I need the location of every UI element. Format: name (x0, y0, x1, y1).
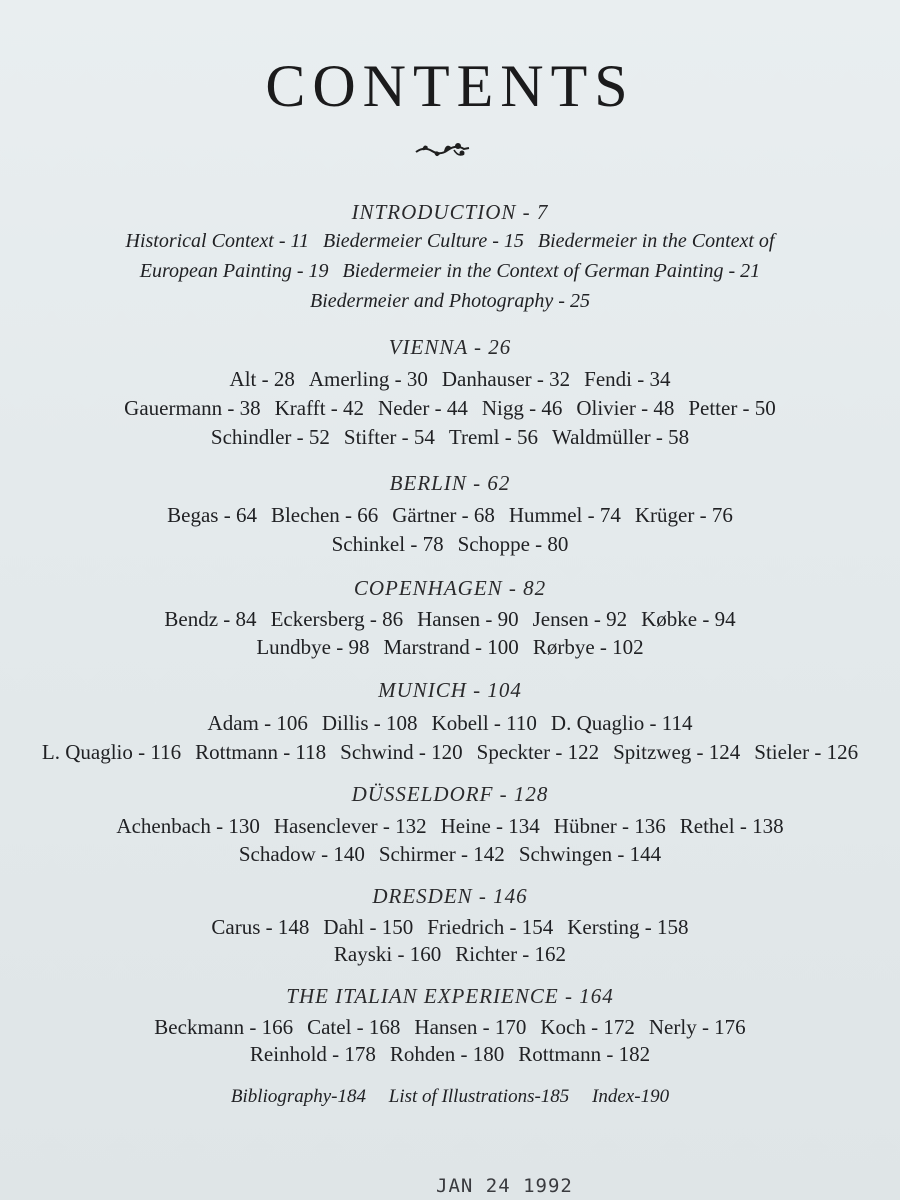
contents-entry: Schoppe - 80 (457, 532, 569, 556)
floral-ornament-icon (414, 138, 472, 164)
contents-entry: Beckmann - 166 (154, 1015, 294, 1039)
contents-entry: Adam - 106 (207, 711, 308, 735)
contents-entry: Danhauser - 32 (441, 367, 571, 391)
contents-line (0, 842, 900, 867)
contents-entry: Carus - 148 (211, 915, 310, 939)
contents-entry: Kersting - 158 (567, 915, 689, 939)
contents-line (0, 915, 900, 940)
date-stamp: JAN 24 1992 (436, 1175, 573, 1197)
contents-entry: Hasenclever - 132 (273, 814, 427, 838)
contents-line (0, 942, 900, 967)
contents-entry: Hummel - 74 (508, 503, 621, 527)
contents-entry: Rørbye - 102 (532, 635, 644, 659)
contents-entry: Schadow - 140 (238, 842, 365, 866)
section-heading: INTRODUCTION - 7 (351, 200, 549, 224)
contents-line (0, 1015, 900, 1040)
contents-entry: Rottmann - 118 (195, 740, 327, 764)
contents-entry: Købke - 94 (641, 607, 736, 631)
contents-entry: Historical Context - 11 (125, 230, 309, 252)
contents-entry: Jensen - 92 (532, 607, 628, 631)
contents-entry: Schindler - 52 (210, 425, 330, 449)
contents-entry: Dahl - 150 (323, 915, 414, 939)
section-heading: DRESDEN - 146 (372, 884, 528, 908)
section-heading: MUNICH - 104 (378, 678, 522, 702)
contents-entry: Treml - 56 (448, 425, 538, 449)
contents-entry: Heine - 134 (440, 814, 540, 838)
contents-line (0, 711, 900, 736)
contents-entry: European Painting - 19 (139, 260, 329, 282)
contents-entry: Nigg - 46 (481, 396, 563, 420)
contents-entry: Kobell - 110 (431, 711, 537, 735)
contents-entry: Biedermeier in the Context of German Painting - 21 (342, 260, 761, 282)
contents-entry: Rohden - 180 (389, 1042, 505, 1066)
contents-entry: Rethel - 138 (679, 814, 784, 838)
contents-line (0, 260, 900, 283)
back-matter-entry: Index-190 (592, 1086, 670, 1107)
back-matter-entry: Bibliography-184 (230, 1086, 367, 1107)
contents-entry: Spitzweg - 124 (613, 740, 741, 764)
contents-entry: Waldmüller - 58 (551, 425, 690, 449)
contents-entry: Lundbye - 98 (256, 635, 370, 659)
contents-entry: Speckter - 122 (476, 740, 600, 764)
contents-entry: Neder - 44 (378, 396, 468, 420)
contents-line (0, 607, 900, 632)
contents-entry: Krafft - 42 (274, 396, 365, 420)
contents-entry: Alt - 28 (229, 367, 295, 391)
contents-entry: Gärtner - 68 (392, 503, 495, 527)
contents-line (0, 503, 900, 528)
back-matter-line (0, 1086, 900, 1108)
section-heading: THE ITALIAN EXPERIENCE - 164 (286, 984, 614, 1008)
contents-entry: Fendi - 34 (584, 367, 671, 391)
contents-entry: Catel - 168 (307, 1015, 401, 1039)
contents-line (0, 814, 900, 839)
contents-entry: Rottmann - 182 (518, 1042, 651, 1066)
contents-entry: Schirmer - 142 (378, 842, 505, 866)
contents-entry: Petter - 50 (688, 396, 776, 420)
contents-entry: Richter - 162 (455, 942, 567, 966)
contents-line (0, 1042, 900, 1067)
contents-entry: Marstrand - 100 (383, 635, 519, 659)
contents-entry: Stieler - 126 (754, 740, 859, 764)
section-heading: DÜSSELDORF - 128 (351, 782, 549, 806)
contents-entry: Eckersberg - 86 (270, 607, 404, 631)
page-title: CONTENTS (265, 53, 635, 119)
contents-entry: Olivier - 48 (576, 396, 675, 420)
contents-entry: Stifter - 54 (343, 425, 435, 449)
contents-entry: Hansen - 170 (414, 1015, 527, 1039)
contents-line (0, 740, 900, 765)
contents-entry: Biedermeier in the Context of (537, 230, 775, 252)
contents-entry: Achenbach - 130 (116, 814, 260, 838)
contents-entry: Friedrich - 154 (427, 915, 554, 939)
contents-entry: Biedermeier Culture - 15 (323, 230, 524, 252)
contents-entry: Reinhold - 178 (249, 1042, 376, 1066)
contents-entry: Rayski - 160 (333, 942, 442, 966)
contents-line (0, 290, 900, 313)
contents-line (0, 425, 900, 450)
contents-line (0, 396, 900, 421)
contents-entry: Gauermann - 38 (124, 396, 261, 420)
contents-entry: Schinkel - 78 (331, 532, 444, 556)
contents-line (0, 367, 900, 392)
contents-entry: Nerly - 176 (648, 1015, 746, 1039)
contents-line (0, 532, 900, 557)
contents-entry: Koch - 172 (540, 1015, 635, 1039)
contents-entry: Biedermeier and Photography - 25 (310, 290, 590, 312)
contents-line (0, 230, 900, 253)
contents-entry: Schwingen - 144 (518, 842, 662, 866)
contents-entry: Krüger - 76 (634, 503, 733, 527)
section-heading: VIENNA - 26 (388, 335, 512, 359)
contents-entry: L. Quaglio - 116 (41, 740, 182, 764)
contents-entry: Hübner - 136 (553, 814, 666, 838)
contents-entry: Schwind - 120 (340, 740, 463, 764)
contents-entry: Begas - 64 (167, 503, 257, 527)
contents-entry: Hansen - 90 (417, 607, 519, 631)
contents-entry: Bendz - 84 (164, 607, 257, 631)
back-matter-entry: List of Illustrations-185 (388, 1086, 570, 1107)
contents-line (0, 635, 900, 660)
section-heading: BERLIN - 62 (389, 471, 511, 495)
contents-entry: Dillis - 108 (321, 711, 418, 735)
section-heading: COPENHAGEN - 82 (353, 576, 547, 600)
contents-entry: D. Quaglio - 114 (550, 711, 693, 735)
contents-entry: Amerling - 30 (308, 367, 428, 391)
contents-entry: Blechen - 66 (270, 503, 379, 527)
